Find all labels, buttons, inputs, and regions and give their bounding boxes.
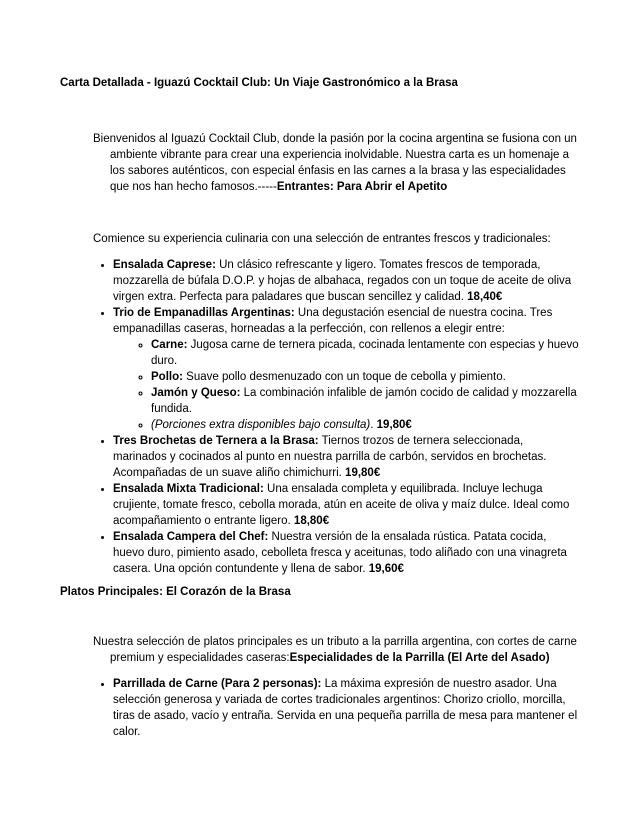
principales-section-heading: Platos Principales: El Corazón de la Brasa xyxy=(60,586,291,598)
list-item-trio-empanadillas xyxy=(113,305,580,433)
sublist-item-jamon-queso xyxy=(151,385,580,417)
dish-price: 18,80€ xyxy=(293,515,330,527)
filling-name: Pollo: xyxy=(151,371,183,383)
list-item-ensalada-campera xyxy=(113,529,580,577)
list-item-parrillada-carne xyxy=(113,676,580,740)
dish-name: Parrillada de Carne (Para 2 personas): xyxy=(113,678,322,690)
list-item-tres-brochetas xyxy=(113,433,580,481)
dish-price: 19,80€ xyxy=(376,419,412,431)
dish-price: 19,80€ xyxy=(345,467,381,479)
intro-text: Bienvenidos al Iguazú Cocktail Club, donde la pasión por la cocina argentina se fusiona con un ambiente vibrante para crear una experiencia inolvidable. Nuestra carta es un homenaje a los sabores auténticos, con especial énfasis en las carnes a la brasa y las especialidades que nos han hecho famosos.----- xyxy=(93,133,577,193)
entrantes-inline-heading: Entrantes: Para Abrir el Apetito xyxy=(276,181,448,193)
sublist-item-note xyxy=(151,417,580,433)
entrantes-lead-paragraph: Comience su experiencia culinaria con una selección de entrantes frescos y tradicionales: xyxy=(93,233,551,245)
filling-name: Carne: xyxy=(151,339,188,351)
dish-description: Tiernos trozos de ternera seleccionada, marinados y cocinados al punto en nuestra parrilla de carbón, servidos en brochetas. Acompañadas de un suave aliño chimichurri. xyxy=(113,435,547,479)
dish-name: Trio de Empanadillas Argentinas: xyxy=(113,307,295,319)
filling-description: Suave pollo desmenuzado con un toque de cebolla y pimiento. xyxy=(182,371,506,383)
filling-name: Jamón y Queso: xyxy=(151,387,241,399)
principales-lead-text: Nuestra selección de platos principales es un tributo a la parrilla argentina, con cortes de carne premium y especialidades caseras: xyxy=(93,636,577,664)
dish-description: Una degustación esencial de nuestra cocina. Tres empanadillas caseras, horneadas a la perfección, con rellenos a elegir entre: xyxy=(113,307,553,335)
entrantes-list xyxy=(60,257,580,577)
note-separator: . xyxy=(370,419,377,431)
dish-price: 19,60€ xyxy=(368,563,404,575)
principales-list xyxy=(60,676,580,740)
sublist-item-pollo xyxy=(151,369,580,385)
note-text: (Porciones extra disponibles bajo consulta) xyxy=(151,419,371,431)
dish-description: Una ensalada completa y equilibrada. Incluye lechuga crujiente, tomate fresco, cebolla morada, atún en aceite de oliva y maíz dulce. Ideal como acompañamiento o entrante ligero. xyxy=(113,483,570,527)
principales-inline-heading: Especialidades de la Parrilla (El Arte del Asado) xyxy=(289,652,550,664)
dish-name: Tres Brochetas de Ternera a la Brasa: xyxy=(113,435,319,447)
filling-description: Jugosa carne de ternera picada, cocinada lentamente con especias y huevo duro. xyxy=(151,339,579,367)
dish-name: Ensalada Campera del Chef: xyxy=(113,531,269,543)
intro-paragraph xyxy=(93,131,580,195)
dish-description: Nuestra versión de la ensalada rústica. Patata cocida, huevo duro, pimiento asado, cebolleta fresca y aceitunas, todo aliñado con una vinagreta casera. Una opción contundente y llena de sabor. xyxy=(113,531,567,575)
sublist-item-carne xyxy=(151,337,580,369)
dish-name: Ensalada Mixta Tradicional: xyxy=(113,483,264,495)
document-title: Carta Detallada - Iguazú Cocktail Club: Un Viaje Gastronómico a la Brasa xyxy=(60,77,458,89)
list-item-ensalada-mixta xyxy=(113,481,580,529)
empanadillas-sublist xyxy=(113,337,580,433)
filling-description: La combinación infalible de jamón cocido de calidad y mozzarella fundida. xyxy=(151,387,577,415)
dish-price: 18,40€ xyxy=(467,291,503,303)
dish-description: Un clásico refrescante y ligero. Tomates frescos de temporada, mozzarella de búfala D.O.P. y hojas de albahaca, regados con un toque de aceite de oliva virgen extra. Perfecta para paladares que buscan sencillez y calidad. xyxy=(113,259,572,303)
dish-description: La máxima expresión de nuestro asador. Una selección generosa y variada de cortes tradicionales argentinos: Chorizo criollo, morcilla, tiras de asado, vacío y entraña. Servida en una pequeña parrilla de mesa para mantener el calor. xyxy=(113,678,578,738)
list-item-ensalada-caprese xyxy=(113,257,580,305)
dish-name: Ensalada Caprese: xyxy=(113,259,216,271)
principales-lead-paragraph xyxy=(93,634,580,666)
